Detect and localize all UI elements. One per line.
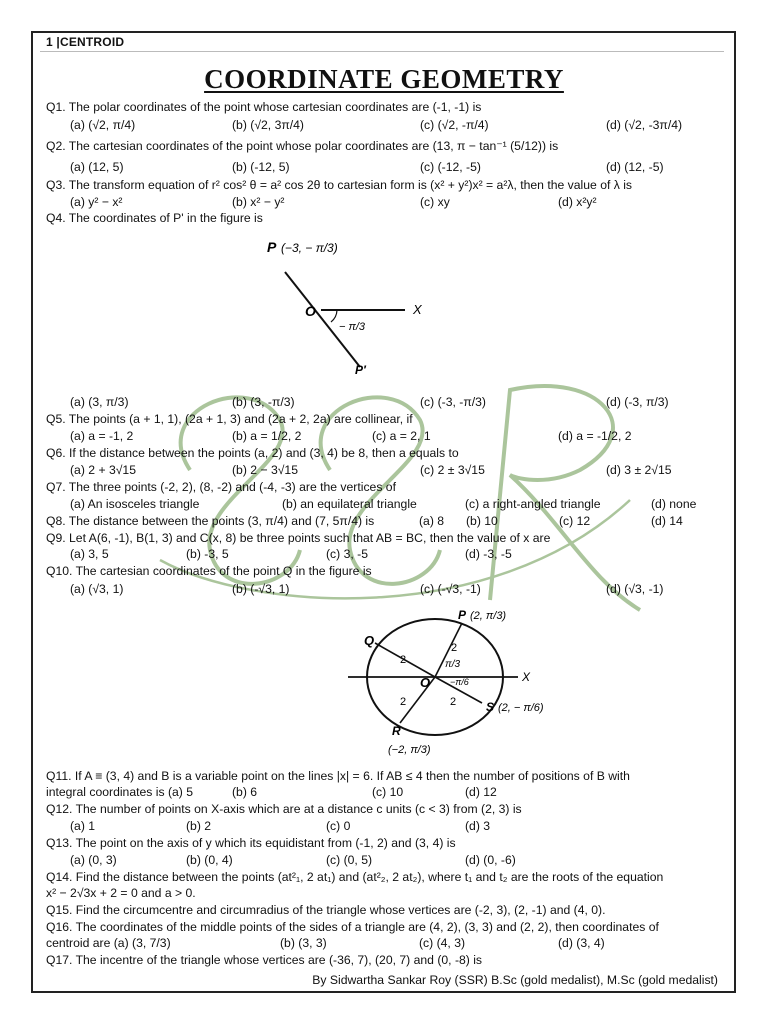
q5-option-d: (d) a = -1/2, 2 xyxy=(558,429,632,443)
q16-option-b: (b) (3, 3) xyxy=(280,936,327,950)
q9-option-a: (a) 3, 5 xyxy=(70,547,109,561)
question-15: Q15. Find the circumcentre and circumradius of the triangle whose vertices are (-2, 3), (2, -1) and (4, 0). xyxy=(46,903,606,917)
q9-option-c: (c) 3, -5 xyxy=(326,547,368,561)
q9-option-d: (d) -3, -5 xyxy=(465,547,512,561)
question-7: Q7. The three points (-2, 2), (8, -2) and (-4, -3) are the vertices of xyxy=(46,480,396,494)
q5-option-a: (a) a = -1, 2 xyxy=(70,429,134,443)
q2-option-c: (c) (-12, -5) xyxy=(420,160,481,174)
question-6: Q6. If the distance between the points (a, 2) and (3, 4) be 8, then a equals to xyxy=(46,446,459,460)
q12-option-d: (d) 3 xyxy=(465,819,491,833)
question-3: Q3. The transform equation of r² cos² θ = a² cos 2θ to cartesian form is (x² + y²)x² = a²λ, then the value of λ is xyxy=(46,178,633,192)
fig2-radius-4: 2 xyxy=(450,696,457,708)
question-14-line-1: Q14. Find the distance between the points (at²₁, 2 at₁) and (at²₂, 2 at₂), where t₁ and t₂ are the roots of the equation xyxy=(46,870,664,884)
q16-option-d: (d) (3, 4) xyxy=(558,936,605,950)
q1-option-d: (d) (√2, -3π/4) xyxy=(606,118,683,132)
question-14-line-2: x² − 2√3x + 2 = 0 and a > 0. xyxy=(46,886,196,900)
q2-option-a: (a) (12, 5) xyxy=(70,160,124,174)
q4-figure xyxy=(255,232,435,382)
fig2-q-label: Q xyxy=(364,633,375,648)
page-title: COORDINATE GEOMETRY xyxy=(204,64,564,94)
q10-option-a: (a) (√3, 1) xyxy=(70,582,124,596)
fig2-angle-2: −π/6 xyxy=(450,677,469,687)
question-11-line-2: integral coordinates is (a) 5 xyxy=(46,785,193,799)
q8-option-b: (b) 10 xyxy=(466,514,498,528)
q10-option-c: (c) (-√3, -1) xyxy=(420,582,481,596)
watermark-text: SSR xyxy=(383,645,387,646)
q1-option-a: (a) (√2, π/4) xyxy=(70,118,136,132)
fig2-radius-1: 2 xyxy=(400,654,407,666)
q11-option-d: (d) 12 xyxy=(465,785,497,799)
fig2-p-coords: (2, π/3) xyxy=(470,610,507,622)
fig1-angle: − π/3 xyxy=(339,321,366,333)
question-4: Q4. The coordinates of P' in the figure is xyxy=(46,211,263,225)
fig2-x-label: X xyxy=(522,670,531,684)
q7-option-d: (d) none xyxy=(651,497,697,511)
q6-option-d: (d) 3 ± 2√15 xyxy=(606,463,672,477)
q16-option-c: (c) (4, 3) xyxy=(419,936,466,950)
question-13: Q13. The point on the axis of y which its equidistant from (-1, 2) and (3, 4) is xyxy=(46,836,456,850)
q1-option-c: (c) (√2, -π/4) xyxy=(420,118,489,132)
fig2-angle-1: π/3 xyxy=(445,659,461,670)
q2-option-b: (b) (-12, 5) xyxy=(232,160,290,174)
q6-option-c: (c) 2 ± 3√15 xyxy=(420,463,485,477)
q7-option-b: (b) an equilateral triangle xyxy=(282,497,417,511)
fig1-p-coords: (−3, − π/3) xyxy=(281,241,338,255)
question-9: Q9. Let A(6, -1), B(1, 3) and C(x, 8) be three points such that AB = BC, then the value of x are xyxy=(46,531,551,545)
question-16-line-2: centroid are (a) (3, 7/3) xyxy=(46,936,171,950)
q5-option-b: (b) a = 1/2, 2 xyxy=(232,429,302,443)
q4-option-c: (c) (-3, -π/3) xyxy=(420,395,486,409)
question-11-line-1: Q11. If A ≡ (3, 4) and B is a variable point on the lines |x| = 6. If AB ≤ 4 then the number of positions of B with xyxy=(46,769,630,783)
question-10: Q10. The cartesian coordinates of the point Q in the figure is xyxy=(46,564,372,578)
q2-option-d: (d) (12, -5) xyxy=(606,160,664,174)
q11-option-b: (b) 6 xyxy=(232,785,258,799)
fig2-r-coords: (−2, π/3) xyxy=(388,744,431,756)
q10-option-b: (b) (-√3, 1) xyxy=(232,582,290,596)
author-footer: By Sidwartha Sankar Roy (SSR) B.Sc (gold medalist), M.Sc (gold medalist) xyxy=(312,973,718,987)
question-5: Q5. The points (a + 1, 1), (2a + 1, 3) and (2a + 2, 2a) are collinear, if xyxy=(46,412,413,426)
header-divider xyxy=(40,51,724,52)
q3-option-c: (c) xy xyxy=(420,195,450,209)
question-17: Q17. The incentre of the triangle whose vertices are (-36, 7), (20, 7) and (0, -8) is xyxy=(46,953,483,967)
fig1-x-label: X xyxy=(413,302,422,317)
q8-option-c: (c) 12 xyxy=(559,514,591,528)
q12-option-c: (c) 0 xyxy=(326,819,351,833)
fig2-radius-2: 2 xyxy=(451,642,458,654)
q6-option-a: (a) 2 + 3√15 xyxy=(70,463,136,477)
q9-option-b: (b) -3, 5 xyxy=(186,547,229,561)
fig2-o-label: O xyxy=(420,675,431,690)
q3-option-a: (a) y² − x² xyxy=(70,195,123,209)
q11-option-c: (c) 10 xyxy=(372,785,404,799)
q3-option-d: (d) x²y² xyxy=(558,195,597,209)
q10-option-d: (d) (√3, -1) xyxy=(606,582,664,596)
q12-option-b: (b) 2 xyxy=(186,819,212,833)
fig2-s-label: S xyxy=(486,700,495,714)
q7-option-a: (a) An isosceles triangle xyxy=(70,497,200,511)
q3-option-b: (b) x² − y² xyxy=(232,195,285,209)
q8-option-d: (d) 14 xyxy=(651,514,683,528)
q8-option-a: (a) 8 xyxy=(419,514,445,528)
fig1-p-label: P xyxy=(267,239,277,255)
question-1: Q1. The polar coordinates of the point whose cartesian coordinates are (-1, -1) is xyxy=(46,100,482,114)
fig2-s-coords: (2, − π/6) xyxy=(498,702,544,714)
q5-option-c: (c) a = 2, 1 xyxy=(372,429,431,443)
q10-figure xyxy=(340,605,560,765)
q13-option-b: (b) (0, 4) xyxy=(186,853,233,867)
page-header: 1 |CENTROID xyxy=(46,35,125,49)
q4-option-b: (b) (3, -π/3) xyxy=(232,395,295,409)
fig1-pprime-label: P′ xyxy=(355,363,366,377)
question-8: Q8. The distance between the points (3, π/4) and (7, 5π/4) is xyxy=(46,514,375,528)
fig2-r-label: R xyxy=(392,724,401,738)
question-12: Q12. The number of points on X-axis which are at a distance c units (c < 3) from (2, 3) is xyxy=(46,802,522,816)
q6-option-b: (b) 2 − 3√15 xyxy=(232,463,298,477)
q13-option-d: (d) (0, -6) xyxy=(465,853,516,867)
q13-option-a: (a) (0, 3) xyxy=(70,853,117,867)
q7-option-c: (c) a right-angled triangle xyxy=(465,497,601,511)
fig1-o-label: O xyxy=(305,303,316,319)
fig2-radius-3: 2 xyxy=(400,696,407,708)
q12-option-a: (a) 1 xyxy=(70,819,96,833)
q1-option-b: (b) (√2, 3π/4) xyxy=(232,118,304,132)
fig2-p-label: P xyxy=(458,608,467,622)
question-2: Q2. The cartesian coordinates of the point whose polar coordinates are (13, π − tan⁻¹ (5/12)) is xyxy=(46,139,559,153)
q13-option-c: (c) (0, 5) xyxy=(326,853,373,867)
question-16-line-1: Q16. The coordinates of the middle points of the sides of a triangle are (4, 2), (3, 3) and (2, 2), then coordinates of xyxy=(46,920,659,934)
q4-option-d: (d) (-3, π/3) xyxy=(606,395,669,409)
q4-option-a: (a) (3, π/3) xyxy=(70,395,129,409)
